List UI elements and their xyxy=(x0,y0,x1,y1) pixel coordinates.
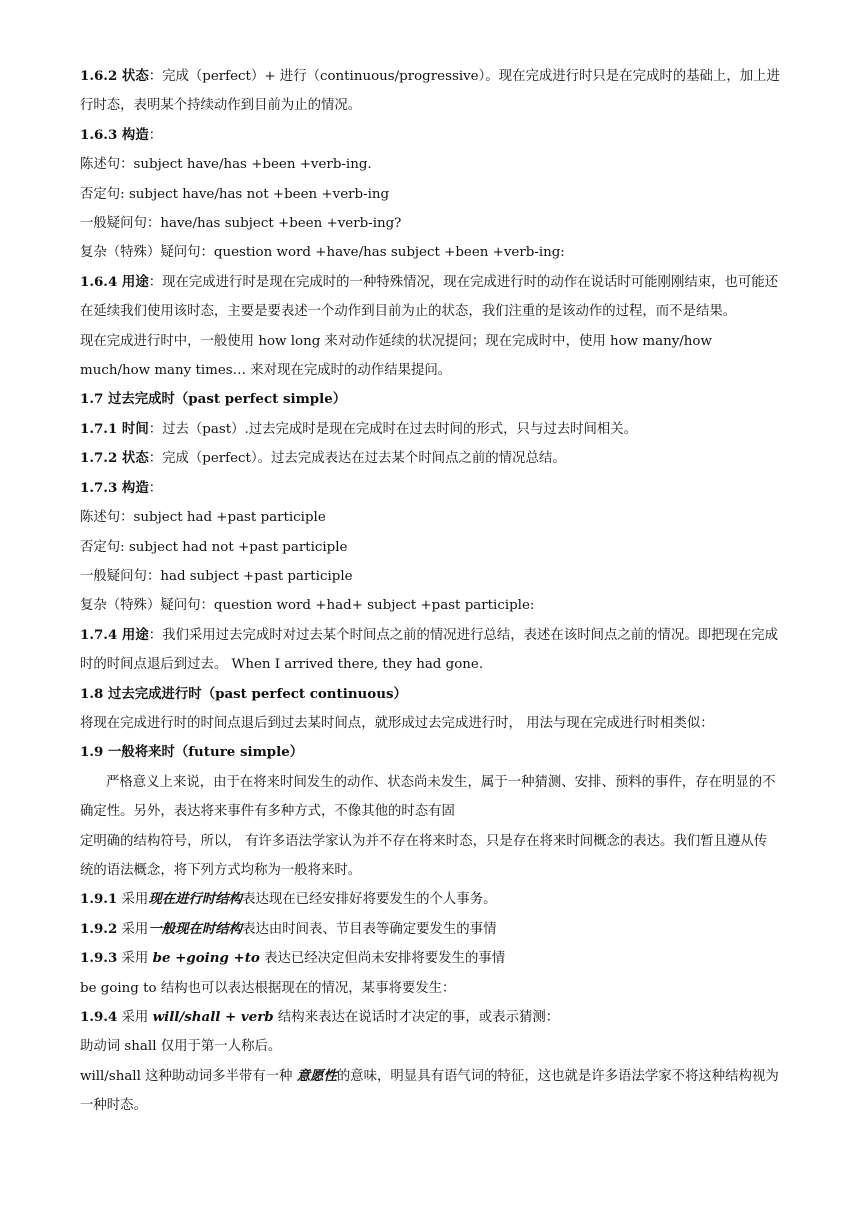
paragraph-1-9-2 xyxy=(80,915,780,944)
text: will/shall 这种助动词多半带有一种 xyxy=(80,1068,297,1084)
emphasis: 现在进行时结构 xyxy=(148,891,243,908)
paragraph-1-9-3 xyxy=(80,944,780,973)
section-heading: 1.7 过去完成时（past perfect simple） xyxy=(80,391,347,408)
structure-line: 否定句: subject have/has not +been +verb-ing xyxy=(80,186,390,202)
section-heading: 1.9 一般将来时（future simple） xyxy=(80,744,304,761)
section-label: 1.9.1 xyxy=(80,891,118,908)
structure-line: 复杂（特殊）疑问句：question word +had+ subject +past participle: xyxy=(80,598,535,614)
paragraph-1-8: 将现在完成进行时的时间点退后到过去某时间点，就形成过去完成进行时， 用法与现在完成进行时相类似： xyxy=(80,715,714,731)
structure-line: 一般疑问句：had subject +past participle xyxy=(80,568,353,584)
emphasis: will/shall + verb xyxy=(152,1009,274,1025)
colon: ： xyxy=(148,480,163,496)
heading-1-9 xyxy=(80,738,780,767)
paragraph-1-9-4-extra xyxy=(80,1062,780,1121)
heading-1-8 xyxy=(80,680,780,709)
text: 表达已经决定但尚未安排将要发生的事情 xyxy=(259,951,506,967)
note-1-9-3: be going to 结构也可以表达根据现在的情况，某事将要发生： xyxy=(80,980,456,996)
paragraph-1-7-4 xyxy=(80,621,780,680)
section-heading: 1.8 过去完成进行时（past perfect continuous） xyxy=(80,685,407,702)
text: 表达由时间表、节目表等确定要发生的事情 xyxy=(242,921,497,937)
text: 结构来表达在说话时才决定的事，或表示猜测： xyxy=(273,1010,560,1025)
section-label: 1.6.4 用途 xyxy=(80,273,149,290)
paragraph-1-9-1 xyxy=(80,885,780,914)
paragraph-1-6-4-extra: 现在完成进行时中，一般使用 how long 来对动作延续的状况提问；现在完成时中，使用 how many/how much/how many times… 来对现在完成时的动作结果提问。 xyxy=(80,333,712,379)
paragraph-text: ：完成（perfect）。过去完成表达在过去某个时间点之前的情况总结。 xyxy=(148,451,566,467)
heading-1-6-3 xyxy=(80,121,780,150)
emphasis: 一般现在时结构 xyxy=(148,920,243,937)
document-page xyxy=(80,62,780,1121)
paragraph-text: ：完成（perfect）+ 进行（continuous/progressive）。现在完成进行时只是在完成时的基础上，加上进行时态，表明某个持续动作到目前为止的情况。 xyxy=(80,69,780,114)
text: 的意味，明显具有语气词的特征，这也就是许多语法学家不将这种结构视为一种时态。 xyxy=(80,1068,779,1114)
paragraph-1-9-b: 定明确的结构符号，所以， 有许多语法学家认为并不存在将来时态，只是存在将来时间概念的表达。我们暂且遵从传统的语法概念，将下列方式均称为一般将来时。 xyxy=(80,833,768,878)
paragraph-text: ：过去（past）.过去完成时是现在完成时在过去时间的形式，只与过去时间相关。 xyxy=(148,421,638,437)
heading-1-7-3 xyxy=(80,474,780,503)
structure-line: 否定句: subject had not +past participle xyxy=(80,539,348,555)
paragraph-text: ：现在完成进行时是现在完成时的一种特殊情况，现在完成进行时的动作在说话时可能刚刚结束，也可能还在延续我们使用该时态，主要是要表述一个动作到目前为止的状态，我们注重的是该动作的过程，而不是结果。 xyxy=(80,274,779,320)
section-label: 1.7.4 用途 xyxy=(80,626,149,643)
emphasis: 意愿性 xyxy=(296,1067,337,1084)
section-label: 1.7.2 状态 xyxy=(80,450,149,467)
section-label: 1.9.4 xyxy=(80,1009,118,1025)
section-label: 1.7.1 时间 xyxy=(80,420,149,437)
structure-line: 复杂（特殊）疑问句：question word +have/has subject +been +verb-ing: xyxy=(80,245,565,261)
section-label: 1.6.2 状态 xyxy=(80,68,149,84)
note-1-9-4: 助动词 shall 仅用于第一人称后。 xyxy=(80,1039,282,1055)
paragraph-1-7-2 xyxy=(80,444,780,473)
text: 表达现在已经安排好将要发生的个人事务。 xyxy=(242,892,497,908)
structure-line: 陈述句：subject had +past participle xyxy=(80,510,326,526)
section-label: 1.9.3 xyxy=(80,950,118,967)
structure-line: 一般疑问句：have/has subject +been +verb-ing? xyxy=(80,216,402,232)
section-label: 1.9.2 xyxy=(80,920,118,937)
paragraph-1-7-1 xyxy=(80,415,780,444)
emphasis: be +going +to xyxy=(152,950,260,967)
section-label: 1.6.3 构造 xyxy=(80,126,149,143)
structure-line: 陈述句：subject have/has +been +verb-ing. xyxy=(80,157,372,173)
text: 采用 xyxy=(117,892,149,908)
paragraph-1-9-4 xyxy=(80,1003,780,1032)
paragraph-1-6-4 xyxy=(80,268,780,327)
paragraph-1-6-2 xyxy=(80,62,780,121)
section-label: 1.7.3 构造 xyxy=(80,479,149,496)
heading-1-7 xyxy=(80,385,780,414)
colon: ： xyxy=(148,127,163,143)
text: 采用 xyxy=(117,921,149,937)
text: 采用 xyxy=(117,951,153,967)
text: 采用 xyxy=(117,1010,153,1025)
paragraph-text: ：我们采用过去完成时对过去某个时间点之前的情况进行总结，表述在该时间点之前的情况。即把现在完成时的时间点退后到过去。 When I arrived there, they had gone. xyxy=(80,627,779,673)
paragraph-1-9-a: 严格意义上来说，由于在将来时间发生的动作、状态尚未发生，属于一种猜测、安排、预料的事件，存在明显的不确定性。另外，表达将来事件有多种方式，不像其他的时态有固 xyxy=(80,774,776,820)
